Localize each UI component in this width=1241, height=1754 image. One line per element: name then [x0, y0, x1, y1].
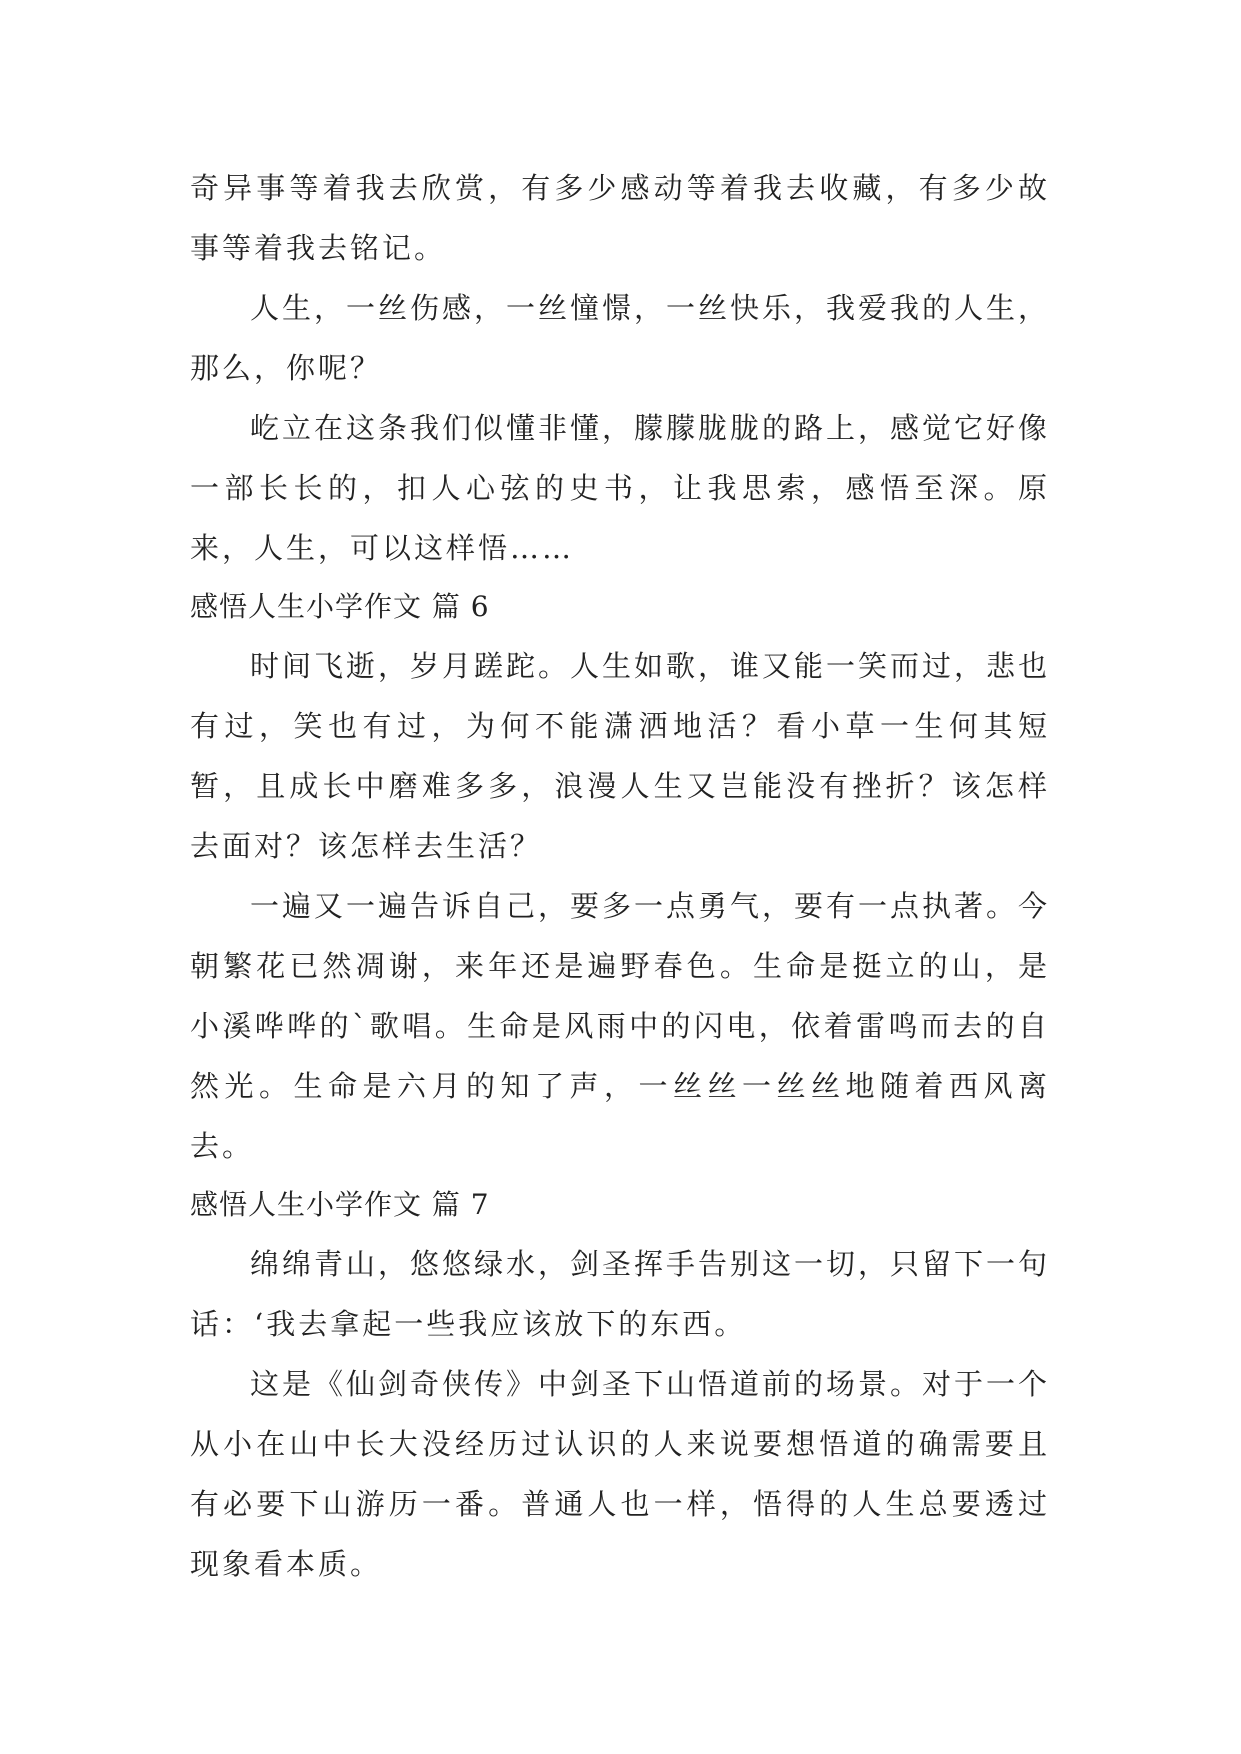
paragraph-1: 奇异事等着我去欣赏，有多少感动等着我去收藏，有多少故事等着我去铭记。 — [190, 171, 1050, 265]
paragraph-6: 绵绵青山，悠悠绿水，剑圣挥手告别这一切，只留下一句话：‘我去拿起一些我应该放下的东西。 — [190, 1247, 1051, 1341]
paragraph-4: 时间飞逝，岁月蹉跎。人生如歌，谁又能一笑而过，悲也有过，笑也有过，为何不能潇洒地活？看小草一生何其短暂，且成长中磨难多多，浪漫人生又岂能没有挫折？该怎样去面对？该怎样去生活？ — [190, 649, 1051, 863]
document-body — [190, 158, 1050, 1594]
section-heading-7: 感悟人生小学作文 篇 7 — [190, 1188, 490, 1221]
paragraph-2: 人生，一丝伤感，一丝憧憬，一丝快乐，我爱我的人生，那么，你呢？ — [190, 291, 1051, 385]
paragraph-3: 屹立在这条我们似懂非懂，朦朦胧胧的路上，感觉它好像一部长长的，扣人心弦的史书，让我思索，感悟至深。原来，人生，可以这样悟…… — [190, 411, 1051, 565]
paragraph-5: 一遍又一遍告诉自己，要多一点勇气，要有一点执著。今朝繁花已然凋谢，来年还是遍野春色。生命是挺立的山，是小溪哗哗的`歌唱。生命是风雨中的闪电，依着雷鸣而去的自然光。生命是六月的知了声，一丝丝一丝丝地随着西风离去。 — [190, 889, 1051, 1163]
paragraph-7: 这是《仙剑奇侠传》中剑圣下山悟道前的场景。对于一个从小在山中长大没经历过认识的人来说要想悟道的确需要且有必要下山游历一番。普通人也一样，悟得的人生总要透过现象看本质。 — [190, 1367, 1051, 1581]
section-heading-6: 感悟人生小学作文 篇 6 — [190, 590, 490, 623]
